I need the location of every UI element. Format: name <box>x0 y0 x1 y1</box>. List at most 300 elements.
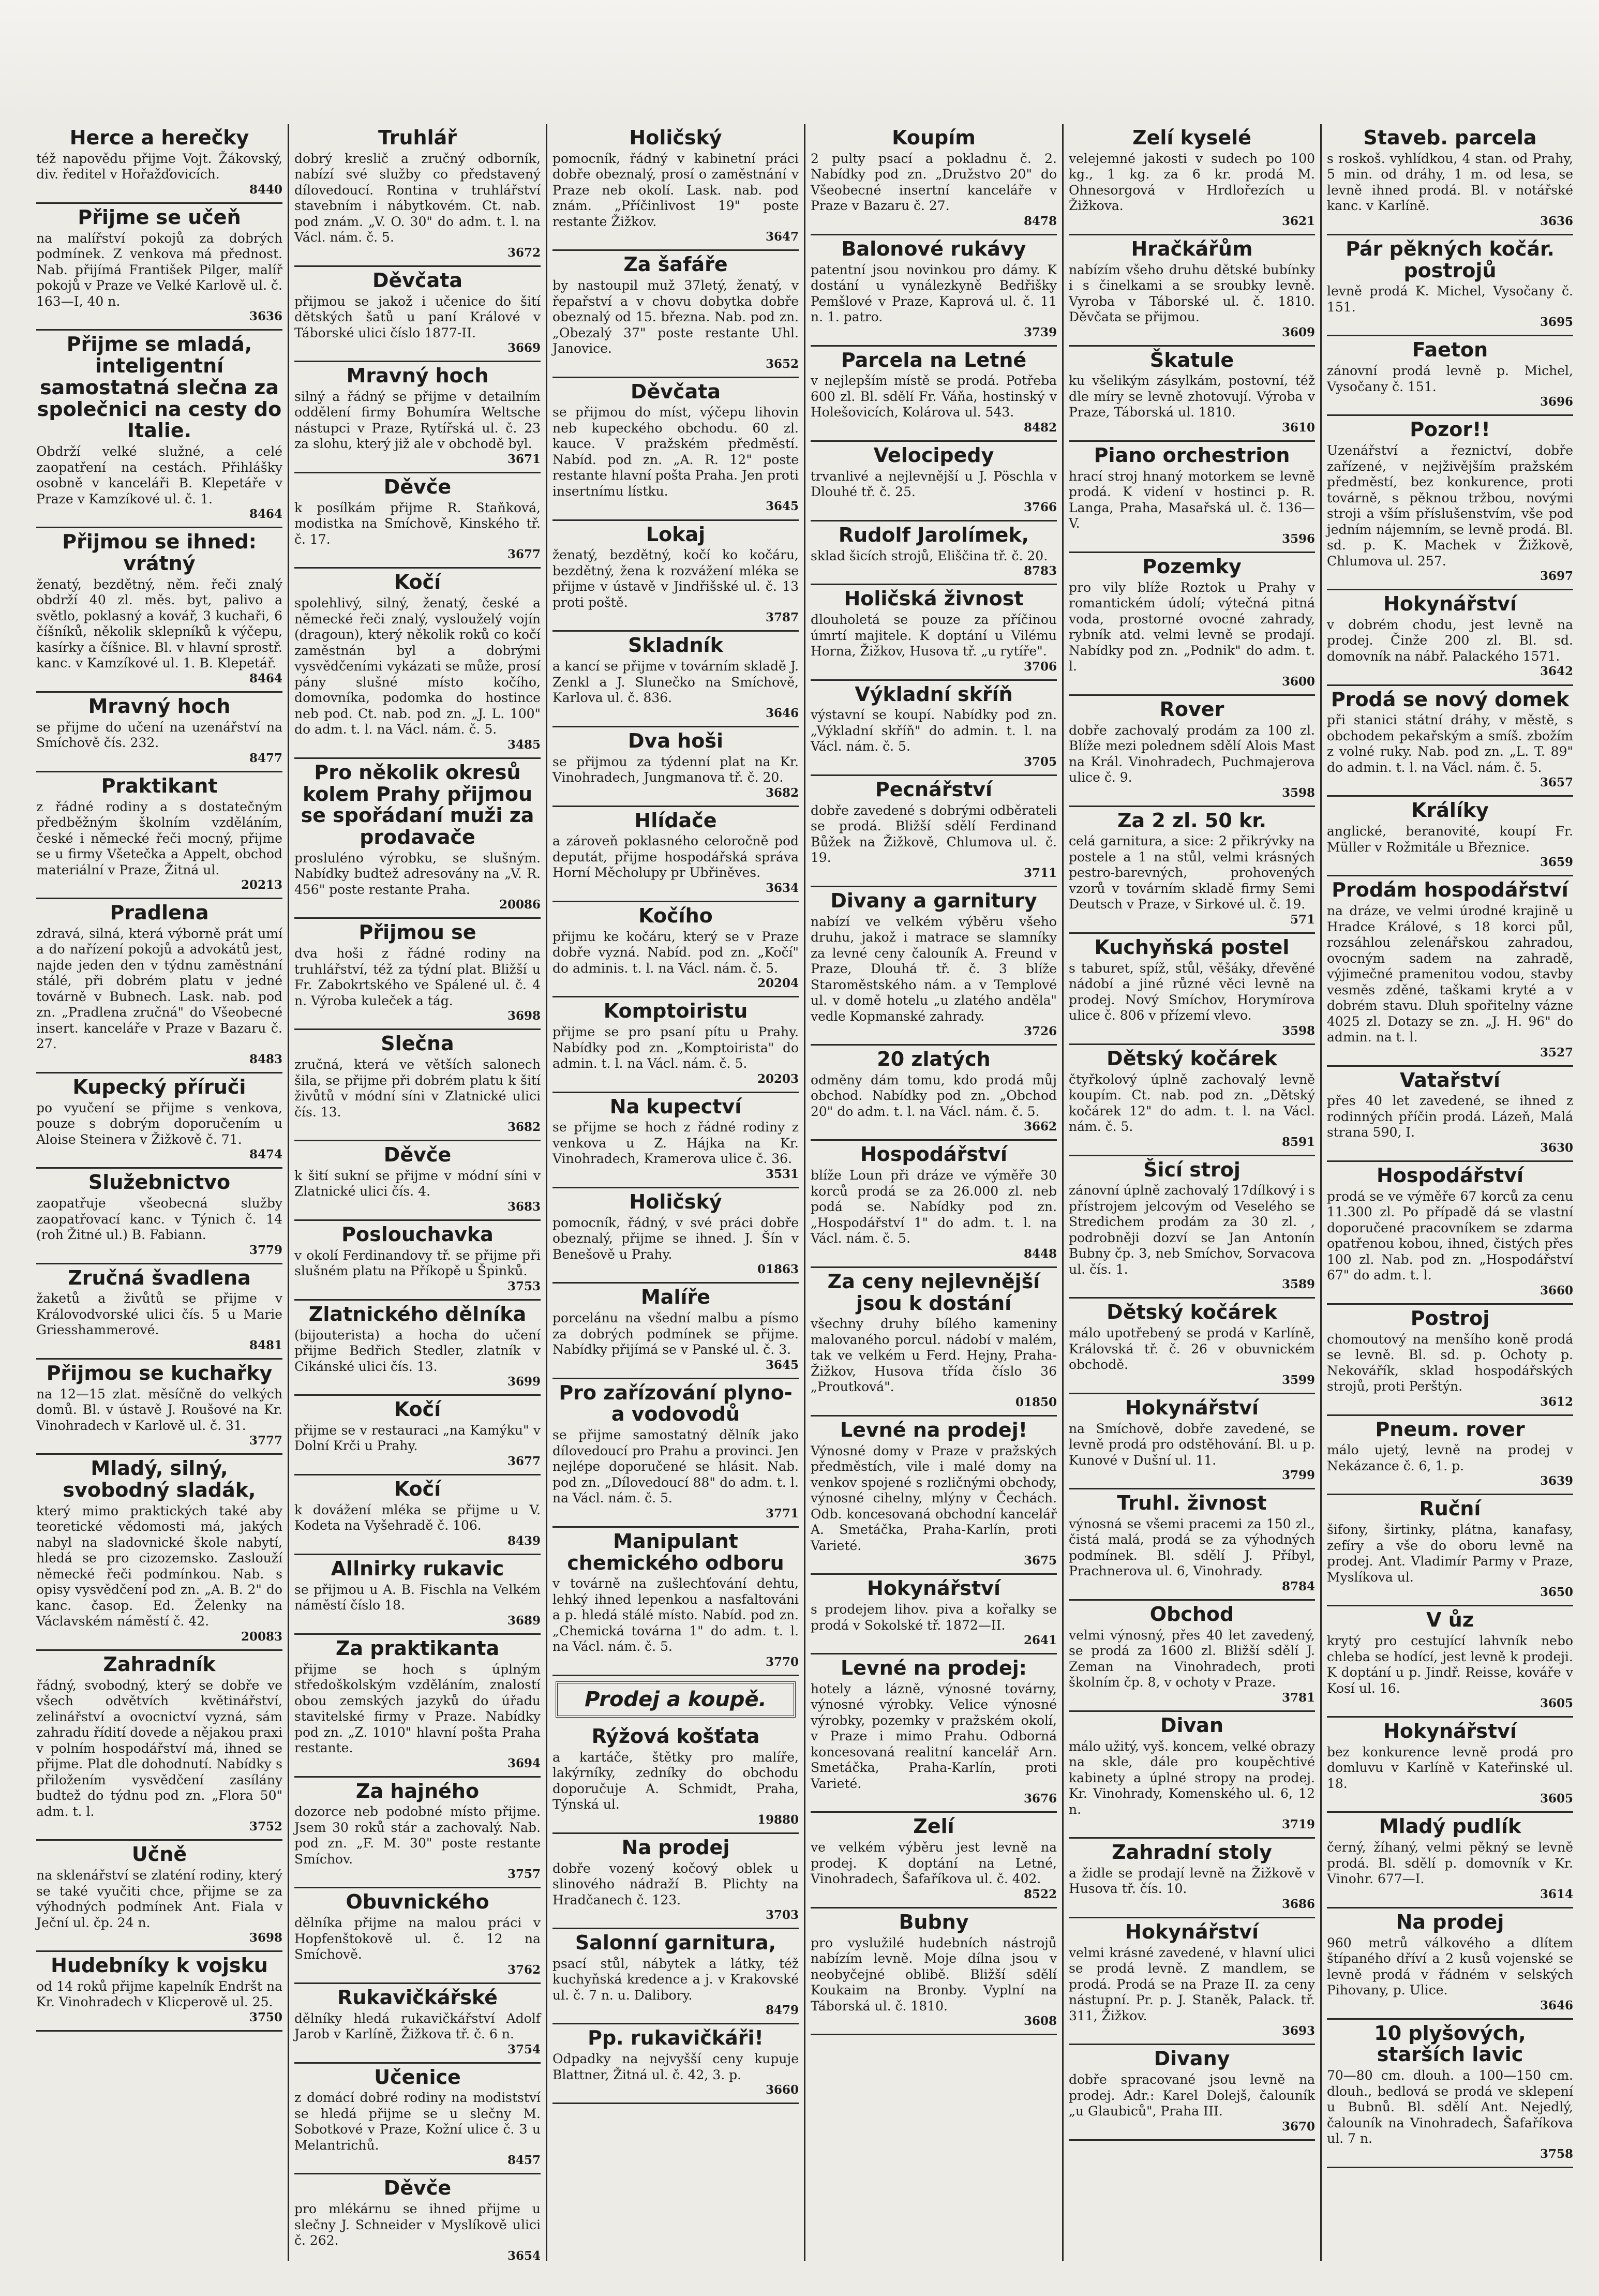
ad-heading: Salonní garnitura, <box>575 1931 776 1955</box>
classified-ad <box>294 1301 541 1396</box>
ad-number: 3779 <box>249 1243 282 1257</box>
ad-body: se přijme samostatný dělník jako dílovedoucí pro Prahu a provinci. Jen nejlépe doporučené se hlásit. Nab. pod zn. „Dílovedoucí 88" do adm. t. l. na Václ. nám. č. 5. <box>552 1427 799 1506</box>
ad-heading: Přijme se učeň <box>78 205 241 229</box>
ad-body: přijme se v restauraci „na Kamýku" v Dolní Krči u Prahy. <box>294 1422 541 1454</box>
classified-ad <box>1069 1601 1315 1712</box>
ad-number: 3659 <box>1540 855 1573 870</box>
ad-number: 01863 <box>757 1262 799 1277</box>
classified-ad <box>811 1141 1057 1268</box>
ad-heading: Na prodej <box>621 1836 730 1859</box>
ad-number: 3657 <box>1540 776 1573 790</box>
ad-body: Obdrží velké služné, a celé zaopatření na cestách. Přihlášky osobně v kanceláři B. Klepetáře v Praze v Kamzíkové ul. č. 1. <box>36 444 282 506</box>
ad-number: 3598 <box>1281 785 1315 800</box>
ad-body: k šití sukní se přijme v módní síni v Zlatnické ulici čís. 4. <box>294 1168 541 1199</box>
ad-number: 3485 <box>507 737 541 752</box>
ad-body: přes 40 let zavedené, se ihned z rodinných příčin prodá. Lázeň, Malá strana 590, I. <box>1327 1093 1573 1140</box>
ad-heading: Balonové rukávy <box>841 237 1026 260</box>
classified-ad <box>1327 336 1573 416</box>
ad-number: 3682 <box>765 785 799 800</box>
classified-ad <box>294 1475 541 1555</box>
classified-ad <box>552 997 799 1093</box>
classified-ad <box>294 919 541 1030</box>
column-4 <box>805 124 1064 2261</box>
ad-number: 3647 <box>765 230 799 244</box>
column-1 <box>31 124 289 2261</box>
classified-ad <box>1069 1299 1315 1394</box>
ad-heading: Obuvnického <box>346 1890 489 1914</box>
classified-ad <box>36 331 282 528</box>
ad-number: 8464 <box>249 507 282 521</box>
classified-ad <box>36 528 282 693</box>
ad-heading: Na kupectví <box>609 1095 742 1118</box>
ad-number: 8482 <box>1023 420 1057 435</box>
ad-body: blíže Loun při dráze ve výměře 30 korců prodá se za 26.000 zl. neb podá se. Nabídky pod zn. „Hospodářství 1" do adm. t. l. na Václ. nám. č. 5. <box>811 1168 1057 1246</box>
ad-heading: Zručná švadlena <box>68 1266 251 1289</box>
ad-heading: Hokynářství <box>1125 1920 1259 1943</box>
ad-number: 19880 <box>757 1812 799 1827</box>
ad-number: 3636 <box>1540 214 1573 228</box>
ad-number: 20083 <box>241 1629 282 1644</box>
classified-ad <box>811 347 1057 442</box>
classified-ad <box>552 251 799 378</box>
ad-body: se přijmou u A. B. Fischla na Velkém náměstí číslo 18. <box>294 1582 541 1613</box>
column-3 <box>547 124 805 2261</box>
classified-ad <box>36 1841 282 1952</box>
ad-body: výstavní se koupí. Nabídky pod zn. „Výkladní skříň" do admin. t. l. na Václ. nám. č. 5. <box>811 707 1057 754</box>
ad-body: na sklenářství se zlaténí rodiny, který se také vyučiti chce, přijme se za výhodných podmínek Ant. Fiala v Ječní ul. čp. 24 n. <box>36 1868 282 1930</box>
ad-number: 3754 <box>507 2042 541 2056</box>
ad-heading: Holičská živnost <box>844 587 1024 610</box>
ad-number: 3777 <box>249 1434 282 1448</box>
ad-body: málo upotřebený se prodá v Karlíně, Královská tř. č. 26 v obuvnickém obchodě. <box>1069 1325 1315 1373</box>
ad-heading: Za hajného <box>355 1779 480 1802</box>
ad-heading: Přijmou se <box>358 921 476 944</box>
ad-number: 3766 <box>1023 500 1057 514</box>
ad-body: po vyučení se přijme s venkova, pouze s dobrým doporučením u Aloise Steinera v Žižkově č. 71. <box>36 1100 282 1147</box>
classified-ad <box>1327 797 1573 876</box>
ad-number: 8464 <box>249 671 282 685</box>
ad-heading: Rudolf Jarolímek, <box>838 523 1029 546</box>
ad-heading: Rukavičkářské <box>337 1986 498 2009</box>
classified-ad <box>552 632 799 727</box>
ad-body: s prodejem lihov. piva a kořalky se prodá v Sokolské tř. 1872—II. <box>811 1602 1057 1633</box>
ad-number: 3650 <box>1540 1585 1573 1600</box>
ad-heading: Levné na prodej! <box>840 1418 1028 1441</box>
ad-body: dobře zavedené s dobrými odběrateli se prodá. Bližší sdělí Ferdinand Bůžek na Žižkově, Chlumova ul. č. 19. <box>811 802 1057 866</box>
ad-body: v dobrém chodu, jest levně na prodej. Činže 200 zl. Bl. sd. domovník na nábř. Palackého 1571. <box>1327 617 1573 664</box>
ad-body: s roskoš. vyhlídkou, 4 stan. od Prahy, 5 min. od dráhy, 1 m. od lesa, se levně ihned prodá. Bl. v notářské kanc. v Karlíně. <box>1327 151 1573 214</box>
ad-body: krytý pro cestující lahvník nebo chleba se hodící, jest levně k prodeji. K doptání u p. Jindř. Reisse, kováře v Kosí ul. 16. <box>1327 1633 1573 1696</box>
classified-ad <box>1069 235 1315 347</box>
classified-ad <box>294 1141 541 1221</box>
ad-number: 3758 <box>1540 2146 1573 2161</box>
ad-body: Odpadky na nejvyšší ceny kupuje Blattner, Žitná ul. č. 42, 3. p. <box>552 2051 799 2082</box>
ad-number: 8591 <box>1281 1135 1315 1149</box>
classified-ad <box>1327 876 1573 1066</box>
ad-body: celá garnitura, a sice: 2 přikrývky na postele a 1 na stůl, velmi krásných pestro-barevných, prohovených vzorů v továrním skladě firmy Semi Deutsch v Praze, v Sirkové ul. č. 19. <box>1069 833 1315 912</box>
ad-heading: Učenice <box>374 2065 461 2089</box>
ad-body: velejemné jakosti v sudech po 100 kg., 1 kg. za 6 kr. prodá M. Ohnesorgová v Hrdlořezích u Žižkova. <box>1069 151 1315 214</box>
classified-ad <box>552 1723 799 1834</box>
ad-heading: Za ceny nejlevnější jsou k dostání <box>827 1270 1040 1315</box>
ad-heading: Rover <box>1159 697 1224 721</box>
classified-ad <box>1327 1067 1573 1162</box>
classified-ad <box>1069 1918 1315 2045</box>
classified-ad <box>552 1834 799 1929</box>
ad-heading: Kuchyňská postel <box>1094 935 1290 959</box>
ad-number: 8479 <box>765 2003 799 2018</box>
classified-ad <box>1069 124 1315 235</box>
classified-ad <box>811 1909 1057 2035</box>
ad-number: 3682 <box>507 1120 541 1135</box>
ad-number: 8783 <box>1023 564 1057 578</box>
classified-ad <box>1327 1495 1573 1606</box>
ad-body: černý, žíhaný, velmi pěkný se levně prodá. Bl. sdělí p. domovník v Kr. Vinohr. 677—I. <box>1327 1840 1573 1887</box>
ad-body: z domácí dobré rodiny na modistství se hledá přijme se u slečny M. Sobotkové v Praze, Kožní ulice č. 3 u Melantrichů. <box>294 2090 541 2153</box>
classified-ad <box>811 1575 1057 1654</box>
classified-ad <box>294 1635 541 1778</box>
ad-number: 3610 <box>1281 420 1315 435</box>
ad-heading: Skladník <box>628 634 723 657</box>
ad-heading: 20 zlatých <box>877 1048 991 1071</box>
ad-heading: Prodám hospodářství <box>1332 878 1568 902</box>
column-6 <box>1322 124 1578 2261</box>
ad-number: 3699 <box>507 1375 541 1389</box>
ad-heading: Dětský kočárek <box>1107 1301 1277 1324</box>
ad-body: málo ujetý, levně na prodej v Nekázance č. 6, 1. p. <box>1327 1442 1573 1473</box>
ad-body: levně prodá K. Michel, Vysočany č. 151. <box>1327 284 1573 315</box>
ad-number: 3697 <box>1540 569 1573 584</box>
ad-body: přijmu ke kočáru, který se v Praze dobře vyzná. Nabíd. pod zn. „Kočí" do adminis. t. l. na Václ. nám. č. 5. <box>552 929 799 976</box>
ad-number: 3693 <box>1281 2024 1315 2038</box>
ad-heading: Holičský <box>629 1190 722 1213</box>
ad-body: zručná, která ve větších salonech šila, se přijme při dobrém platu k šití živůtů v módní síni v Zlatnické ulici čís. 13. <box>294 1057 541 1120</box>
ad-number: 3669 <box>507 341 541 355</box>
ad-heading: Děvče <box>383 2176 452 2200</box>
ad-body: z řádné rodiny a s dostatečným předběžným školním vzděláním, české i německé řeči mocný, přijme se u firmy Všetečka a Appelt, obchod materiální v Praze, Žitná ul. <box>36 799 282 877</box>
ad-heading: Dva hoši <box>628 729 723 752</box>
ad-number: 3770 <box>765 1654 799 1669</box>
ad-heading: Praktikant <box>101 774 218 797</box>
ad-body: Uzenářství a řeznictví, dobře zařízené, v nejživějším pražském předměstí, bez konkurence, proti továrně, s pěknou tržbou, novými stroji a vším příslušenstvím, vše pod jedním nájemním, se levně prodá. Bl. sd. p. K. Machek v Žižkově, Chlumova ul. 257. <box>1327 443 1573 569</box>
ad-heading: Pp. rukavičkáři! <box>588 2026 764 2050</box>
ad-body: pro vily blíže Roztok u Prahy v romantickém údolí; výtečná pitná voda, prostorné ovocné zahrady, rybník atd. velmi levně se prodají. Nabídky pod zn. „Podnik" do adm. t. l. <box>1069 579 1315 674</box>
classified-ad <box>36 1074 282 1169</box>
classified-ad <box>1069 1839 1315 1918</box>
ad-number: 8481 <box>249 1338 282 1352</box>
ad-body: málo užitý, vyš. koncem, velké obrazy na skle, dále pro koupěchtivé kabinety a úplné stropy na prodej. Kr. Vinohrady, Komenského ul. 6, 12 n. <box>1069 1738 1315 1817</box>
ad-number: 3596 <box>1281 531 1315 546</box>
ad-body: a kancí se přijme v továrním skladě J. Zenkl a J. Slunečko na Smíchově, Karlova ul. č. 836. <box>552 659 799 706</box>
classified-ad <box>1327 1305 1573 1416</box>
ad-heading: Hlídače <box>634 809 717 832</box>
ad-number: 3675 <box>1023 1554 1057 1568</box>
classified-ad <box>1327 1606 1573 1718</box>
classified-ad <box>36 772 282 899</box>
ad-body: v okolí Ferdinandovy tř. se přijme při slušném platu na Příkopě u Špinků. <box>294 1247 541 1279</box>
ad-heading: Levné na prodej: <box>841 1657 1027 1680</box>
ad-heading: Rýžová košťata <box>591 1724 760 1748</box>
ad-body: dělníky hledá rukavičkářství Adolf Jarob v Karlíně, Žižkova tř. č. 6 n. <box>294 2010 541 2042</box>
classified-ad <box>552 1188 799 1284</box>
ad-number: 3683 <box>507 1199 541 1214</box>
ad-heading: Za šafáře <box>623 253 728 276</box>
ad-body: ku všelikým zásylkám, postovní, též dle míry se levně zhotovují. Výroba v Praze, Táborská ul. 1810. <box>1069 373 1315 420</box>
ad-body: od 14 roků přijme kapelník Endršt na Kr. Vinohradech v Klicperově ul. 25. <box>36 1978 282 2010</box>
classified-ad <box>1327 235 1573 337</box>
ad-heading: Divan <box>1160 1713 1224 1737</box>
column-2 <box>289 124 547 2261</box>
ad-body: zdravá, silná, která výborně prát umí a do nařízení pokojů a advokátů jest, najde jeden den v týdnu zaměstnání stálé, při dobrém platu v jedné továrně v Bubnech. Lask. nab. pod zn. „Pradlena zručná" do Všeobecné insert. kanceláře v Praze v Bazaru č. 27. <box>36 926 282 1052</box>
ad-number: 3662 <box>1023 1120 1057 1134</box>
ad-heading: Truhl. živnost <box>1117 1492 1267 1515</box>
ad-body: spolehlivý, silný, ženatý, české a německé řeči znalý, vyslouželý vojín (dragoun), který několik roků co kočí zaměstnán byl a dobrými vysvědčeními vykázati se může, prosí pány slušné místo kočího, domovníka, podomka do hostince neb pod. Ct. nab. pod zn. „J. L. 100" do adm. t. l. na Václ. nám. č. 5. <box>294 595 541 737</box>
ad-body: hrací stroj hnaný motorkem se levně prodá. K videní v hostinci p. R. Langa, Praha, Masařská ul. č. 136—V. <box>1069 468 1315 531</box>
ad-number: 3642 <box>1540 664 1573 679</box>
ad-heading: Děvčata <box>630 380 721 403</box>
ad-heading: Staveb. parcela <box>1363 126 1537 149</box>
ad-body: pomocník, řádný, v své práci dobře obeznalý, přijme se ihned. J. Šín v Benešově u Prahy. <box>552 1215 799 1262</box>
classified-ad <box>552 807 799 902</box>
ad-number: 3634 <box>765 881 799 895</box>
ad-number: 8483 <box>249 1052 282 1066</box>
ad-number: 3677 <box>507 547 541 562</box>
ad-number: 3698 <box>507 1009 541 1023</box>
ad-heading: Hokynářství <box>867 1577 1000 1600</box>
ad-number: 01850 <box>1015 1395 1057 1409</box>
ad-number: 3750 <box>249 2010 282 2024</box>
classified-ad <box>1327 2020 1573 2168</box>
ad-heading: Přijmou se ihned: vrátný <box>62 530 257 575</box>
ad-number: 3686 <box>1281 1897 1315 1911</box>
ad-body: řádný, svobodný, který se dobře ve všech odvětvích květinářství, zelinářství a ovocnictví vyzná, sám zahradu řídití dovede a nějakou praxi v polním hospodářství má, ihned se přijme. Plat dle dohodnutí. Nabídky s přiložením vysvědčení zasílány budtež do týdnu pod zn. „Flora 50" adm. t. l. <box>36 1677 282 1819</box>
ad-body: ženatý, bezdětný, kočí ko kočáru, bezdětný, žena k rozvážení mléka se přijme v ústavě v Jindřišské ul. č. 13 proti poště. <box>552 547 799 610</box>
ad-body: hotely a lázně, výnosné továrny, výnosné výrobky. Velice výnosné výrobky, pozemky v pražském okolí, v Praze i mimo Prahu. Odborná koncesovaná realitní kancelář Arn. Smetáčka, Praha-Karlín, proti Varieté. <box>811 1681 1057 1791</box>
ad-body: anglické, beranovité, koupí Fr. Müller v Rožmitále u Březnice. <box>1327 824 1573 855</box>
ad-body: žaketů a živůtů se přijme v Královodvorské ulici čís. 5 u Marie Griesshammerové. <box>36 1291 282 1338</box>
ad-body: na dráze, ve velmi úrodné krajině u Hradce Králové, s 18 korci půl, rozsáhlou zelenářskou zahradou, ovocným sadem na zahradě, výjimečné pramenitou vodou, stavby vesměs zděné, taškami kryté a v dobrém stavu. Dluh spořitelny vázne 4025 zl. Dotazy se zn. „J. H. 96" do admin. na t. l. <box>1327 903 1573 1045</box>
ad-number: 3703 <box>765 1908 799 1922</box>
ad-body: všechny druhy bílého kameniny malovaného porcul. nádobí v malém, tak ve velkém u Ferd. Hejny, Praha-Žižkov, Husova třída číslo 36 „Proutková". <box>811 1316 1057 1395</box>
section-heading-box: Prodej a koupě. <box>556 1681 796 1718</box>
ad-body: pomocník, řádný v kabinetní práci dobře obeznalý, prosí o zaměstnání v Praze neb okolí. Lask. nab. pod znám. „Příčinlivost 19" poste restante Žižkov. <box>552 151 799 229</box>
ad-heading: Poslouchavka <box>341 1222 494 1246</box>
ad-body: ve velkém výběru jest levně na prodej. K doptání na Letné, Vinohradech, Šafaříkova ul. č. 402. <box>811 1840 1057 1887</box>
ad-number: 3694 <box>507 1756 541 1770</box>
ad-body: nabízí ve velkém výběru všeho druhu, jakož i matrace se slamníky za levné ceny čalouník A. Freund v Praze, Dlouhá tř. č. 3 blíže Staroměstského nám. a v Templové ul. v domě hotelu „u zlatého anděla" vedle Kopmanské zahrady. <box>811 914 1057 1024</box>
classified-ad <box>811 776 1057 887</box>
ad-heading: Prodá se nový domek <box>1331 688 1570 711</box>
classified-ad <box>811 235 1057 347</box>
classified-ad <box>294 759 541 919</box>
ad-body: velmi krásné zavedené, v hlavní ulici se prodá levně. Z mandlem, se prodá. Prodá se na Praze II. za ceny nástupní. Pr. p. J. Staněk, Palack. tř. 311, Žižkov. <box>1069 1945 1315 2023</box>
ad-number: 3646 <box>1540 1998 1573 2012</box>
ad-number: 3605 <box>1540 1792 1573 1806</box>
ad-number: 3753 <box>507 1279 541 1293</box>
ad-number: 3652 <box>765 356 799 371</box>
ad-number: 3660 <box>1540 1283 1573 1298</box>
ad-heading: Kupecký příruči <box>72 1075 246 1098</box>
ad-body: přijme se hoch s úplným středoškolským vzděláním, znalostí obou zemských jazyků do úřadu stavitelské firmy v Praze. Nabídky pod zn. „Z. 1010" hlavní pošta Praha restante. <box>294 1661 541 1755</box>
classified-ad <box>1069 1394 1315 1489</box>
classified-ad <box>811 681 1057 776</box>
ad-heading: Výkladní skříň <box>855 682 1013 706</box>
classified-ad <box>552 124 799 251</box>
ad-body: zánovní úplně zachovalý 17dílkový i s přístrojem jelcovým od Veselého se Stredichem prodám za 30 zl. , podrobněji dozví se Jan Antonín Bubny čp. 3, neb Smíchov, Sorvacova ul. čís. 1. <box>1069 1183 1315 1277</box>
ad-number: 3639 <box>1540 1474 1573 1488</box>
ad-body: v nejlepším místě se prodá. Potřeba 600 zl. Bl. sdělí Fr. Váňa, hostinský v Holešovicích, Kolárova ul. 543. <box>811 373 1057 420</box>
classified-ad <box>294 267 541 362</box>
ad-body: chomoutový na menšího koně prodá se levně. Bl. sd. p. Ochoty p. Nekovářík, sklad hospodářských strojů, proti Perštýn. <box>1327 1331 1573 1394</box>
ad-number: 8478 <box>1023 214 1057 228</box>
ad-body: se přijmou za týdenní plat na Kr. Vinohradech, Jungmanova tř. č. 20. <box>552 754 799 785</box>
ad-number: 20203 <box>757 1071 799 1086</box>
classified-ad <box>1069 934 1315 1045</box>
ad-heading: Přijmou se kuchařky <box>46 1361 273 1384</box>
ad-body: ženatý, bezdětný, něm. řeči znalý obdrží 40 zl. měs. byt, palivo a světlo, poklasný a kovář, 3 kuchaři, 6 číšníků, několik sklepníků k výčepu, kasírky a číšnice. Bl. v hlavní sprostř. kanc. v Kamzíkové ul. 1. B. Klepetář. <box>36 576 282 671</box>
ad-heading: Manipulant chemického odboru <box>567 1529 784 1574</box>
ad-body: čtyřkolový úplně zachovalý levně koupím. Ct. nab. pod zn. „Dětský kočárek 12" do adm. t. l. na Václ. nám. č. 5. <box>1069 1071 1315 1135</box>
ad-heading: Hračkářům <box>1131 237 1253 260</box>
ad-heading: Mladý pudlík <box>1379 1815 1521 1838</box>
classified-ad <box>294 1888 541 1984</box>
ad-heading: Mladý, silný, svobodný sladák, <box>63 1457 256 1502</box>
ad-body: Výnosné domy v Praze v pražských předměstích, vile i malé domy na venkov spojené s rozličnými obchody, výnosné cihelny, mlýny v Čechách. Odb. koncesovaná obchodní kancelář A. Smetáčka, Praha-Karlín, proti Varieté. <box>811 1443 1057 1553</box>
ad-heading: Ruční <box>1419 1497 1481 1520</box>
classified-ad <box>552 727 799 807</box>
ad-number: 3645 <box>765 1358 799 1372</box>
ad-number: 3677 <box>507 1454 541 1468</box>
classified-ad <box>1327 1416 1573 1496</box>
ad-body: k posílkám přijme R. Staňková, modistka na Smíchově, Kinského tř. č. 17. <box>294 500 541 547</box>
ad-heading: Holičský <box>629 126 722 149</box>
ad-heading: Herce a herečky <box>69 126 249 149</box>
ad-body: patentní jsou novinkou pro dámy. K dostání u vynálezkyně Bedřišky Pemšlové v Praze, Kaprová ul. č. 11 n. 1. patro. <box>811 262 1057 325</box>
classified-ad <box>552 1528 799 1676</box>
ad-number: 3636 <box>249 309 282 324</box>
ad-number: 3711 <box>1023 866 1057 880</box>
classified-ad <box>552 1379 799 1528</box>
ad-body: se přijme se hoch z řádné rodiny z venkova u Z. Hájka na Kr. Vinohradech, Kramerova ulice č. 36. <box>552 1120 799 1167</box>
ad-number: 8477 <box>249 751 282 765</box>
ad-number: 3646 <box>765 706 799 720</box>
ad-heading: 10 plyšových, starších lavic <box>1374 2021 1526 2066</box>
ad-number: 3660 <box>765 2083 799 2097</box>
classified-ad <box>552 1284 799 1379</box>
classified-ad <box>811 1268 1057 1417</box>
ad-body: trvanlivé a nejlevnější u J. Pöschla v Dlouhé tř. č. 25. <box>811 468 1057 500</box>
ad-heading: Zahradní stoly <box>1112 1841 1272 1864</box>
classified-ad <box>1327 686 1573 797</box>
ad-heading: Hokynářství <box>1125 1396 1259 1419</box>
ad-number: 3598 <box>1281 1023 1315 1038</box>
classified-ad <box>1069 553 1315 696</box>
ad-heading: Koupím <box>892 126 976 149</box>
ad-number: 3781 <box>1281 1690 1315 1705</box>
ad-number: 20086 <box>499 898 541 912</box>
classified-ad <box>811 442 1057 521</box>
classified-ad <box>294 1221 541 1301</box>
classified-ad <box>811 124 1057 235</box>
classified-ad <box>552 1093 799 1188</box>
ad-heading: Za 2 zl. 50 kr. <box>1117 809 1267 832</box>
classified-ad <box>811 1046 1057 1141</box>
ad-body: by nastoupil muž 37letý, ženatý, v řepařství a v chovu dobytka dobře obeznalý od 15. března. Nab. pod zn. „Obezalý 37" poste restante Uhl. Janovice. <box>552 278 799 356</box>
ad-heading: Pneum. rover <box>1375 1418 1525 1441</box>
ad-body: zaopatřuje všeobecná služby zaopatřovací kanc. v Týnich č. 14 (roh Žitné ul.) B. Fabiann. <box>36 1196 282 1243</box>
ad-number: 8439 <box>507 1533 541 1548</box>
ad-body: prodá se ve výměře 67 korců za cenu 11.300 zl. Po případě dá se vlastní doporučené pracovníkem se zdarma opatřenou kobou, ihned, čistých přes 100 zl. Nab. pod zn. „Hospodářství 67" do adm. t. l. <box>1327 1188 1573 1283</box>
classified-ad <box>1069 347 1315 442</box>
ad-number: 3600 <box>1281 674 1315 689</box>
ad-heading: Allnirky rukavic <box>331 1557 504 1580</box>
classified-ad <box>1327 590 1573 685</box>
ad-heading: Škatule <box>1149 348 1234 371</box>
ad-heading: Parcela na Letné <box>841 348 1027 371</box>
ad-heading: Dětský kočárek <box>1107 1047 1277 1070</box>
classified-ad <box>294 1984 541 2064</box>
ad-number: 3676 <box>1023 1792 1057 1806</box>
ad-number: 8440 <box>249 182 282 197</box>
column-5 <box>1064 124 1322 2261</box>
ad-number: 3630 <box>1540 1140 1573 1155</box>
ad-body: prosluléno výrobku, se slušným. Nabídky budtež adresovány na „V. R. 456" poste restante Praha. <box>294 850 541 897</box>
ad-heading: Služebnictvo <box>88 1171 231 1194</box>
ad-body: 960 metrů válkového a dlítem štípaného dříví a 2 kusů vojenské se levně prodá v řádném v selských Pihovany, p. Ulice. <box>1327 1935 1573 1998</box>
classified-ad <box>811 521 1057 585</box>
ad-heading: Divany a garnitury <box>830 889 1037 912</box>
ad-body: dobrý kreslič a zručný odborník, nabízí své služby co představený dílovedoucí. Rontina v truhlářství stavebním i nábytkovém. Ct. nab. pod znám. „V. O. 30" do adm. t. l. na Václ. nám. č. 5. <box>294 151 541 245</box>
classified-ad <box>294 124 541 267</box>
classified-ad <box>36 899 282 1074</box>
ad-number: 8784 <box>1281 1579 1315 1593</box>
ad-heading: Za praktikanta <box>335 1636 500 1660</box>
ad-number: 571 <box>1290 912 1315 927</box>
ad-number: 3608 <box>1023 2014 1057 2029</box>
classified-ad <box>1069 807 1315 934</box>
ad-number: 3589 <box>1281 1277 1315 1292</box>
ad-number: 3689 <box>507 1613 541 1628</box>
classified-ad <box>811 1813 1057 1908</box>
classified-ad <box>811 887 1057 1046</box>
classified-ad <box>811 1417 1057 1575</box>
ad-number: 3719 <box>1281 1817 1315 1832</box>
ad-heading: Zelí <box>913 1815 954 1838</box>
ad-heading: Komptoiristu <box>603 1000 748 1023</box>
ad-body: silný a řádný se přijme v detailním oddělení firmy Bohumíra Weltsche nástupci v Praze, Rytířská ul. č. 23 za slohu, který již ale v obchodě byl. <box>294 389 541 452</box>
ad-number: 3752 <box>249 1820 282 1834</box>
ad-body: a židle se prodají levně na Žižkově v Husova tř. čís. 10. <box>1069 1865 1315 1897</box>
ad-number: 3654 <box>507 2248 541 2261</box>
ad-body: dobře vozený kočový oblek u slinového nádraží B. Plichty na Hradčanech č. 123. <box>552 1860 799 1907</box>
ad-heading: Zlatnického dělníka <box>308 1302 527 1325</box>
classified-ad <box>36 1455 282 1651</box>
ad-body: dozorce neb podobné místo přijme. Jsem 30 roků stár a zachovalý. Nab. pod zn. „F. M. 30" poste restante Smíchov. <box>294 1804 541 1867</box>
ad-heading: Malíře <box>640 1286 711 1309</box>
ad-number: 8522 <box>1023 1887 1057 1901</box>
ad-number: 3621 <box>1281 214 1315 228</box>
ad-body: přijmou se jakož i učenice do šití dětských šatů u paní Králové v Táborské ulici číslo 1877-II. <box>294 293 541 340</box>
ad-body: který mimo praktických také aby teoretické vědomosti má, jakých nabyl na sladovnické škole nabytí, hledá se pro cizozemsko. Zaslouží německé řeči podmínkou. Nab. s opisy vysvědčení pod zn. „A. B. 2" do kanc. časop. Ed. Želenky na Václavském náměstí č. 42. <box>36 1503 282 1629</box>
classified-ad <box>294 1555 541 1635</box>
ad-body: při stanici státní dráhy, v městě, s obchodem pekařským a smíš. zbožím z volné ruky. Nab. pod zn. „L. T. 89" do admin. t. l. na Václ. nám. č. 5. <box>1327 712 1573 775</box>
ad-heading: Lokaj <box>646 523 706 546</box>
ad-heading: Děvčata <box>372 269 463 292</box>
ad-body: na 12—15 zlat. měsíčně do velkých domů. Bl. v ústavě J. Roušové na Kr. Vinohradech v Karlově ul. č. 31. <box>36 1386 282 1433</box>
ad-heading: Hospodářství <box>860 1143 1007 1166</box>
ad-heading: Kočí <box>394 1478 441 1501</box>
classified-ad <box>1069 442 1315 553</box>
